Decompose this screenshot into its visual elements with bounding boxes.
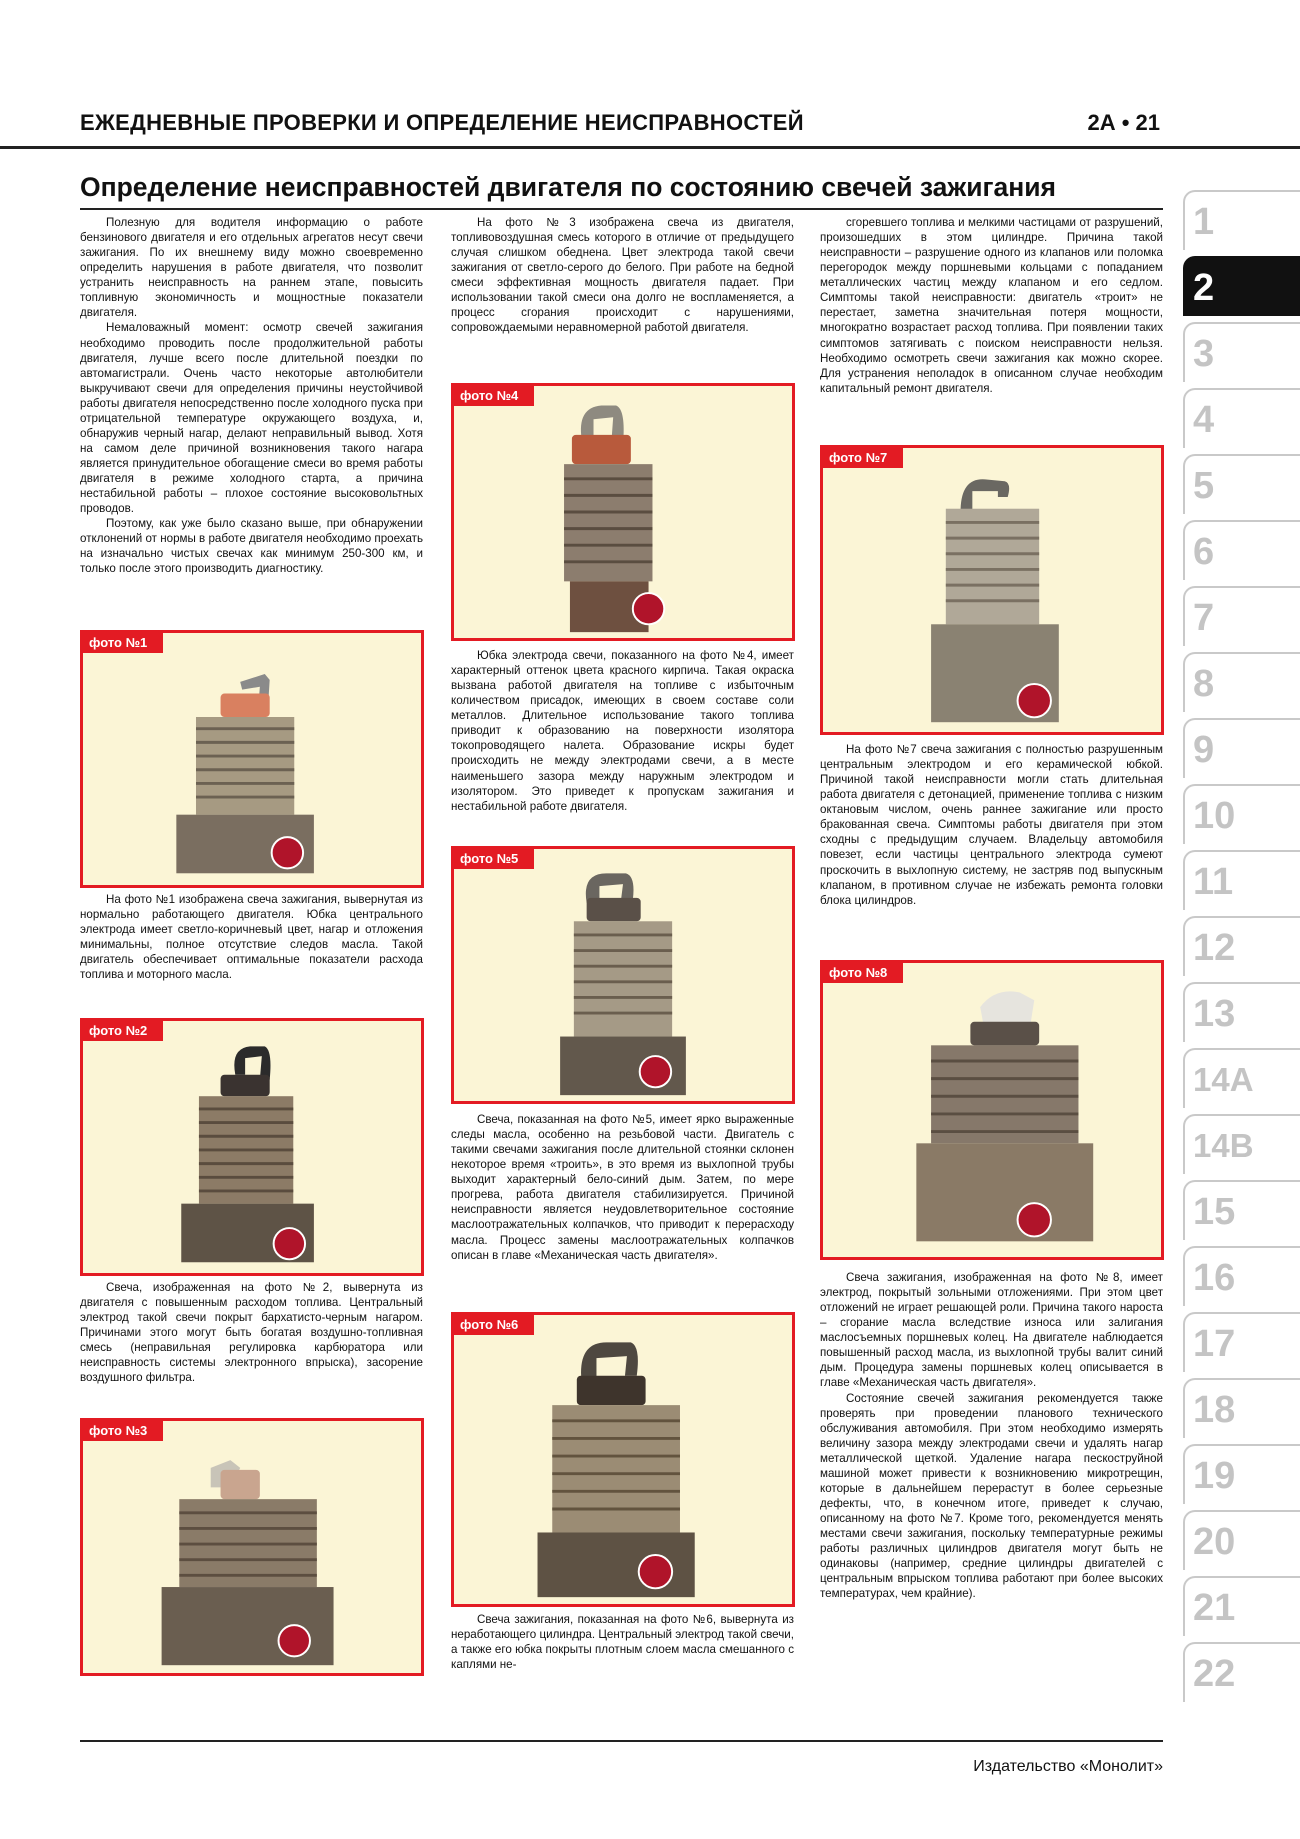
spark-plug-image	[454, 386, 792, 638]
paragraph: Свеча зажигания, изображенная на фото №8, имеет электрод, покрытый зольными отложениями. При этом цвет отложений не играет решающей роли. Причина такого нароста – сгорание масла вследствие износа или залигания маслосъемных поршневых колец. На двигателе наблюдается повышенный расход масла, из выхлопной трубы валит синий дым. Процедура замены поршневых колец описывается в главе «Механическая часть двигателя».	[820, 1271, 1163, 1390]
paragraph: Немаловажный момент: осмотр свечей зажигания необходимо проводить после продолжительной работы двигателя, лучше всего после длительной поездки по автомагистрали. Очень часто некоторые автолюбители выкручивают свечи для определения причины неустойчивой работы двигателя непосредственно после холодного пуска при отрицательной температуре окружающего воздуха, и, обнаружив черный нагар, делают неправильный вывод. Хотя на самом деле причиной возникновения такого нагара является принудительное обогащение смеси во время работы двигателя в режиме холодного старта, а причина нестабильной работы – плохое состояние высоковольтных проводов.	[80, 321, 423, 516]
chapter-tab-active[interactable]: 2	[1183, 256, 1300, 316]
photo-label: фото №8	[823, 963, 903, 983]
paragraph: Свеча, показанная на фото №5, имеет ярко выраженные следы масла, особенно на резьбовой части. Двигатель с такими свечами зажигания после длительной стоянки склонен некоторое время «троить», в это время из выхлопной трубы выходит характерный бело-синий дым. Затем, по мере прогрева, работа двигателя стабилизируется. Причиной неисправности является неудовлетворительное состояние маслоотражательных колпачков, что приводит к перерасходу масла. Процесс замены маслоотражательных колпачков описан в главе «Механическая часть двигателя».	[451, 1113, 794, 1262]
chapter-tab[interactable]: 21	[1183, 1576, 1300, 1636]
paragraph: Состояние свечей зажигания рекомендуется также проверять при проведении планового технического обслуживания автомобиля. При этом необходимо измерять величину зазора между электродами свечи и удалять нагар металлической щеткой. Удаление нагара пескоструйной машиной может привести к возникновению микротрещин, которые в дальнейшем перерастут в более серьезные дефекты, что, в конечном итоге, приведет к случаю, описанному на фото №7. Кроме того, рекомендуется менять местами свечи зажигания, поскольку температурные режимы работы различных цилиндров двигателя могут быть не одинаковы (например, средние цилиндры двигателей с центральным впрыском топлива работают при более высоких температурах, чем крайние).	[820, 1391, 1163, 1601]
photo-label: фото №7	[823, 448, 903, 468]
photo-label: фото №5	[454, 849, 534, 869]
chapter-tab[interactable]: 8	[1183, 652, 1300, 712]
publisher: Издательство «Монолит»	[973, 1758, 1163, 1775]
running-header	[80, 106, 1160, 144]
spark-plug-image	[454, 849, 792, 1101]
chapter-tab[interactable]: 17	[1183, 1312, 1300, 1372]
chapter-tab[interactable]: 14A	[1183, 1048, 1300, 1108]
chapter-tab[interactable]: 7	[1183, 586, 1300, 646]
paragraph: На фото №7 свеча зажигания с полностью разрушенным центральным электродом и его керамической юбкой. Причиной такой неисправности могли стать длительная работа двигателя с детонацией, применение топлива с низким октановым числом, очень раннее зажигание или просто бракованная свеча. Симптомы работы двигателя при этом сходны с предыдущим случаем. Владельцу автомобиля повезет, если частицы центрального электрода сумеют проскочить в выхлопную систему, не застряв под выпускным клапаном, в противном случае не избежать ремонта головки блока цилиндров.	[820, 743, 1163, 907]
chapter-tab[interactable]: 14B	[1183, 1114, 1300, 1174]
chapter-tab[interactable]: 11	[1183, 850, 1300, 910]
column-2-text-2	[451, 648, 794, 814]
footer-rule	[80, 1740, 1163, 1742]
chapter-tab[interactable]: 22	[1183, 1642, 1300, 1702]
spark-plug-image	[83, 1021, 421, 1273]
paragraph: На фото №1 изображена свеча зажигания, вывернутая из нормально работающего двигателя. Юбка центрального электрода имеет светло-коричневый цвет, нагар и отложения минимальны, полное отсутствие следов масла. Такой двигатель обеспечивает оптимальные показатели расхода топлива и моторного масла.	[80, 893, 423, 982]
column-3	[820, 215, 1163, 396]
photo-7	[820, 445, 1164, 735]
spark-plug-image	[454, 1315, 792, 1604]
photo-1	[80, 630, 424, 888]
photo-label: фото №1	[83, 633, 163, 653]
photo-label: фото №2	[83, 1021, 163, 1041]
chapter-tab[interactable]: 15	[1183, 1180, 1300, 1240]
spark-plug-image	[823, 448, 1161, 732]
chapter-tab[interactable]: 3	[1183, 322, 1300, 382]
paragraph: сгоревшего топлива и мелкими частицами от разрушений, произошедших в этом цилиндре. Причина такой неисправности – разрушение одного из клапанов или поломка перегородок между поршневыми кольцами с попаданием металлических частиц между клапаном и его седлом. Симптомы такой неисправности: двигатель «троит» не перестает, заметна значительная потеря мощности, многократно возрастает расход топлива. При появлении таких симптомов затягивать с поиском неисправности нельзя. Необходимо осмотреть свечи зажигания как можно скорее. Для устранения неполадок в описанном случае необходим капитальный ремонт двигателя.	[820, 216, 1163, 395]
paragraph: Полезную для водителя информацию о работе бензинового двигателя и его отдельных агрегатов несут свечи зажигания. По их внешнему виду можно своевременно определить нарушения в работе двигателя, что позволит устранить неисправность на раннем этапе, повысить топливную экономичность и мощностные показатели двигателя.	[80, 216, 423, 320]
chapter-tab[interactable]: 19	[1183, 1444, 1300, 1504]
paragraph: Свеча, изображенная на фото №2, вывернута из двигателя с повышенным расходом топлива. Центральный электрод такой свечи покрыт бархатисто-черным нагаром. Причинами этого могут быть богатая воздушно-топливная смесь (неправильная регулировка карбюратора или неисправность системы электронного впрыска), засорение воздушного фильтра.	[80, 1281, 423, 1385]
column-2-text-4	[451, 1612, 794, 1672]
chapter-tab[interactable]: 9	[1183, 718, 1300, 778]
chapter-tab[interactable]: 1	[1183, 190, 1300, 250]
column-1-text-2	[80, 892, 423, 982]
spark-plug-image	[823, 963, 1161, 1257]
header-rule	[0, 146, 1300, 149]
spark-plug-image	[83, 1421, 421, 1673]
chapter-tab[interactable]: 16	[1183, 1246, 1300, 1306]
photo-5	[451, 846, 795, 1104]
column-2	[451, 215, 794, 336]
paragraph: Поэтому, как уже было сказано выше, при обнаружении отклонений от нормы в работе двигателя необходимо проехать на изначально чистых свечах как минимум 250-300 км, и только после этого производить диагностику.	[80, 517, 423, 576]
photo-label: фото №3	[83, 1421, 163, 1441]
chapter-tab[interactable]: 10	[1183, 784, 1300, 844]
page-number: 2А • 21	[1087, 110, 1160, 135]
photo-6	[451, 1312, 795, 1607]
title-rule	[80, 208, 1163, 210]
paragraph: Юбка электрода свечи, показанного на фото №4, имеет характерный оттенок цвета красного кирпича. Такая окраска вызвана работой двигателя на топливе с избыточным количеством присадок, имеющих в своем составе соли металлов. Длительное использование такого топлива приводит к образованию на поверхности изолятора токопроводящего налета. Образование искры будет происходить не между электродами свечи, а в месте наименьшего зазора между наружным электродом и изолятором. Это приведет к пропускам зажигания и нестабильной работе двигателя.	[451, 649, 794, 813]
column-3-text-2	[820, 742, 1163, 908]
paragraph: На фото №3 изображена свеча из двигателя, топливовоздушная смесь которого в отличие от предыдущего случая слишком обеднена. Цвет электрода такой свечи зажигания от светло-серого до белого. При работе на бедной смеси эффективная мощность двигателя падает. При использовании такой смеси она долго не воспламеняется, а процесс сгорания происходит с нарушениями, сопровождаемыми неравномерной работой двигателя.	[451, 216, 794, 335]
paragraph: Свеча зажигания, показанная на фото №6, вывернута из неработающего цилиндра. Центральный электрод такой свечи, а также его юбка покрыты плотным слоем масла смешанного с каплями не-	[451, 1613, 794, 1672]
photo-label: фото №6	[454, 1315, 534, 1335]
chapter-tab[interactable]: 12	[1183, 916, 1300, 976]
photo-3	[80, 1418, 424, 1676]
chapter-tab[interactable]: 13	[1183, 982, 1300, 1042]
column-1-text-3	[80, 1280, 423, 1385]
page-title: Определение неисправностей двигателя по состоянию свечей зажигания	[80, 172, 1057, 202]
photo-2	[80, 1018, 424, 1276]
chapter-tab[interactable]: 6	[1183, 520, 1300, 580]
section-title: ЕЖЕДНЕВНЫЕ ПРОВЕРКИ И ОПРЕДЕЛЕНИЕ НЕИСПРАВНОСТЕЙ	[80, 110, 804, 135]
chapter-tab[interactable]: 5	[1183, 454, 1300, 514]
chapter-tab[interactable]: 18	[1183, 1378, 1300, 1438]
photo-label: фото №4	[454, 386, 534, 406]
chapter-tab[interactable]: 4	[1183, 388, 1300, 448]
photo-4	[451, 383, 795, 641]
column-2-text-3	[451, 1112, 794, 1263]
column-3-text-3	[820, 1270, 1163, 1601]
chapter-tab[interactable]: 20	[1183, 1510, 1300, 1570]
column-1	[80, 215, 423, 577]
photo-8	[820, 960, 1164, 1260]
spark-plug-image	[83, 633, 421, 885]
